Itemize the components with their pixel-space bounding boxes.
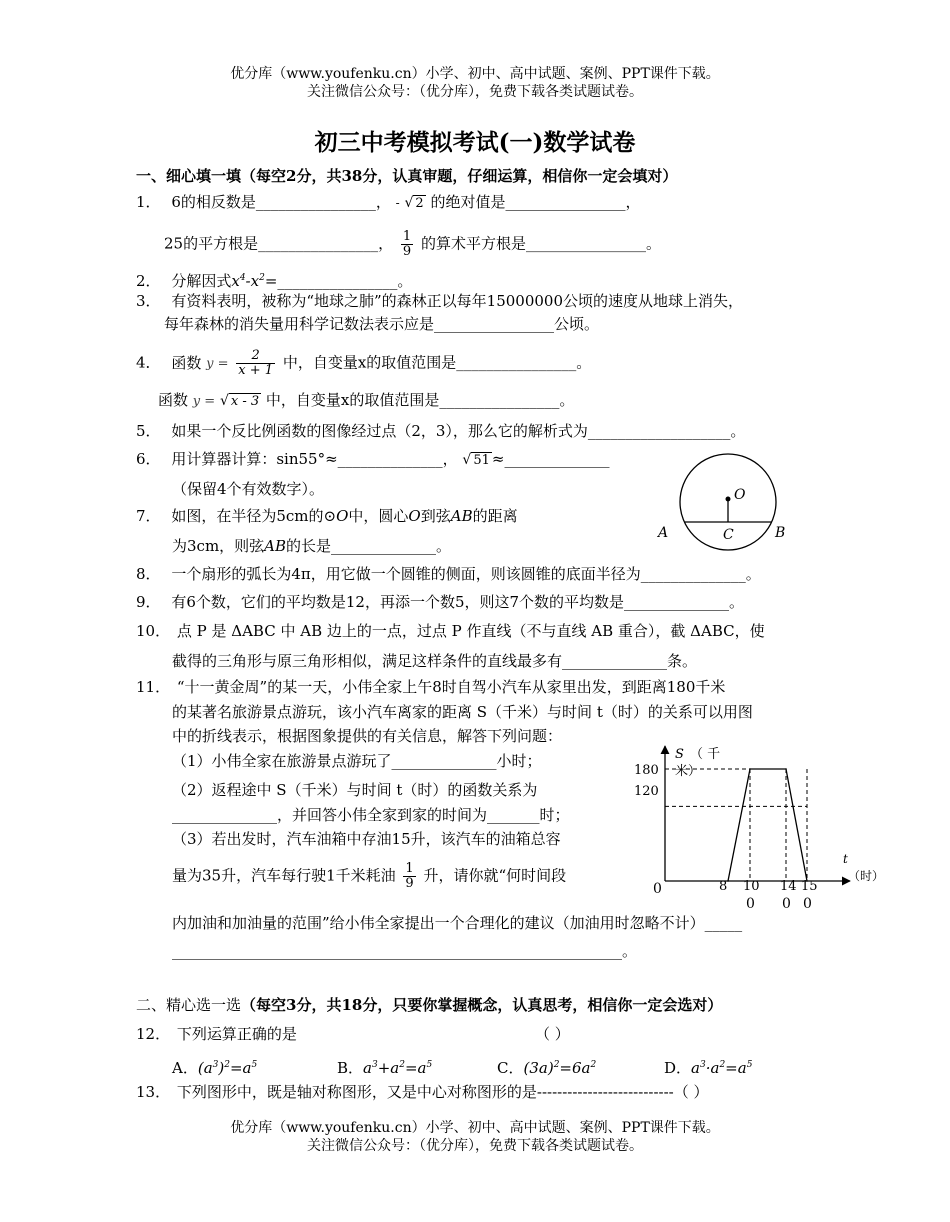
sqrt-symbol: √	[219, 393, 229, 409]
q4-b-radicand: x - 3	[230, 394, 260, 409]
q9-text: 有6个数，它们的平均数是12，再添一个数5，则这7个数的平均数是______________。	[171, 593, 745, 611]
q11-part3b	[172, 862, 566, 891]
q10-number: 10．	[136, 622, 171, 640]
q11-number: 11．	[136, 678, 171, 696]
section2-heading-b: （每空3分，共18分，只要你掌握概念，认真思考，相信你一定会选对）	[241, 996, 723, 1014]
q1-part-c: 25的平方根是________________，	[164, 234, 394, 253]
q7-t1: 如图，在半径为5cm的⊙	[171, 507, 337, 525]
sqrt-symbol: √	[462, 452, 472, 468]
q3-number: 3．	[136, 292, 161, 310]
q10-line1	[136, 621, 765, 641]
q12	[136, 1024, 297, 1044]
q12-number: 12．	[136, 1025, 171, 1043]
q8	[136, 564, 761, 584]
q11-fraction	[403, 862, 415, 891]
q1-line2	[164, 230, 661, 259]
q1-neg-sign: -	[395, 196, 400, 210]
q7-o1: O	[336, 507, 349, 525]
option-c-expr: $(3a)^2=6a^2$	[523, 1059, 597, 1077]
q3-text-1: 有资料表明，被称为“地球之肺”的森林正以每年15000000公顷的速度从地球上消失，	[171, 292, 744, 310]
q7-t3: 到弦	[420, 507, 451, 525]
header-line-2: 关注微信公众号：（优分库），免费下载各类试题试卷。	[307, 84, 643, 100]
x-tick-14b: 0	[782, 896, 791, 912]
x-tick-15b: 0	[803, 896, 812, 912]
q6-text-b: ≈______________	[491, 450, 610, 468]
center-point	[726, 497, 731, 502]
option-d-expr: $a^3\cdot a^2=a^5$	[691, 1059, 753, 1077]
q11-frac-num: 1	[405, 861, 414, 876]
q10-text-1: 点 P 是 ΔABC 中 AB 边上的一点，过点 P 作直线（不与直线 AB 重合），截 ΔABC，使	[176, 622, 765, 640]
q2-pre: 分解因式	[171, 272, 232, 290]
q11-part3c: 内加油和加油量的范围”给小伟全家提出一个合理化的建议（加油用时忽略不计）_____	[172, 914, 743, 932]
t-unit: （时）	[848, 869, 885, 883]
q2-number: 2．	[136, 272, 161, 290]
q9	[136, 592, 744, 612]
q4-b-post: 中，自变量x的取值范围是________________。	[265, 391, 575, 409]
s-label: S	[675, 747, 684, 762]
option-a-expr: $(a^3)^2=a^5$	[197, 1059, 258, 1077]
q4-b-lhs: y =	[192, 394, 216, 409]
q7-t5: 为3cm，则弦	[172, 537, 265, 555]
q7-ab1: AB	[450, 507, 473, 525]
q11-part3d: ____________________________________________________________。	[172, 942, 638, 960]
header-line-1: 优分库（www.youfenku.cn）小学、初中、高中试题、案例、PPT课件下载。	[230, 66, 720, 82]
q7-t2: 中，圆心	[348, 507, 409, 525]
x-tick-15a: 15	[801, 879, 818, 894]
q5-number: 5．	[136, 422, 161, 440]
q1-part-a: 6的相反数是________________，	[171, 193, 391, 211]
q13-text: 下列图形中，既是轴对称图形，又是中心对称图形的是---------------------------（ ）	[176, 1083, 709, 1101]
label-c: C	[723, 527, 734, 543]
s-unit-a: （ 千	[690, 747, 721, 762]
q12-option-c	[497, 1055, 596, 1078]
label-o: O	[734, 487, 746, 503]
q4-line2	[158, 390, 574, 412]
q1-radicand: 2	[415, 196, 424, 211]
q11-line3: 中的折线表示，根据图象提供的有关信息，解答下列问题：	[172, 727, 563, 745]
footer-line-2: 关注微信公众号：（优分库），免费下载各类试题试卷。	[307, 1138, 643, 1154]
label-b: B	[775, 525, 786, 541]
q4-a-fraction	[236, 349, 275, 378]
q6-line1	[136, 449, 609, 471]
q2-expression: $x^4-x^2$	[231, 272, 265, 290]
q12-option-d	[664, 1055, 752, 1078]
series-line	[728, 769, 807, 881]
q6-text-a: 用计算器计算：sin55°≈______________，	[171, 450, 458, 468]
option-c-label: C．	[497, 1059, 524, 1077]
q12-text: 下列运算正确的是	[176, 1025, 297, 1043]
q4-a-num: 2	[236, 349, 275, 364]
q12-option-b	[337, 1055, 432, 1078]
q13-number: 13．	[136, 1083, 171, 1101]
q4-line1	[136, 349, 591, 378]
footer-line-1: 优分库（www.youfenku.cn）小学、初中、高中试题、案例、PPT课件下载。	[230, 1120, 720, 1136]
label-a: A	[658, 525, 669, 541]
s-unit-b: 米）	[675, 764, 702, 779]
q11-text-1: “十一黄金周”的某一天，小伟全家上午8时自驾小汽车从家里出发，到距离180千米	[176, 678, 726, 696]
x-tick-8: 8	[719, 879, 728, 894]
y-tick-180: 180	[634, 763, 659, 778]
q8-number: 8．	[136, 565, 161, 583]
x-tick-10a: 10	[743, 879, 760, 894]
q11-part2b: ______________，并回答小伟全家到家的时间为_______时；	[172, 806, 570, 824]
q3-line2: 每年森林的消失量用科学记数法表示应是________________公顷。	[164, 315, 600, 333]
q12-answer-paren: （ ）	[535, 1025, 570, 1043]
option-a-label: A．	[172, 1059, 198, 1077]
data-point-t14	[785, 768, 787, 770]
q4-b-pre: 函数	[158, 391, 189, 409]
q9-number: 9．	[136, 593, 161, 611]
q11-p3b-pre: 量为35升，汽车每行驶1千米耗油	[172, 866, 396, 885]
q4-a-pre: 函数	[171, 353, 202, 372]
q11-part2a: （2）返程途中 S（千米）与时间 t（时）的函数关系为	[172, 781, 538, 799]
section1-heading: 一、细心填一填（每空2分，共38分，认真审题，仔细运算，相信你一定会填对）	[136, 167, 678, 185]
q11-line1	[136, 677, 725, 697]
q6-radicand: 51	[473, 453, 490, 468]
option-b-label: B．	[337, 1059, 364, 1077]
q7-t4: 的距离	[472, 507, 518, 525]
q11-part1: （1）小伟全家在旅游景点游玩了______________小时；	[172, 752, 542, 770]
q1-line1	[136, 192, 641, 214]
q1-frac-den: 9	[402, 244, 412, 259]
q4-a-lhs: y =	[206, 356, 229, 372]
data-point-t8	[727, 880, 729, 882]
section2-heading	[136, 995, 722, 1015]
q1-number: 1．	[136, 193, 161, 211]
circle-figure	[650, 452, 800, 552]
q3-line1	[136, 291, 743, 311]
q1-part-b: 的绝对值是________________，	[430, 193, 641, 211]
q1-frac-num: 1	[402, 229, 412, 244]
q7-ab2: AB	[264, 537, 287, 555]
q5-text: 如果一个反比例函数的图像经过点（2，3），那么它的解析式为___________________。	[171, 422, 746, 440]
q7-o2: O	[408, 507, 421, 525]
distance-time-graph	[620, 738, 890, 918]
x-tick-14a: 14	[780, 879, 797, 894]
q10-line2: 截得的三角形与原三角形相似，满足这样条件的直线最多有______________条。	[172, 652, 698, 670]
x-tick-10b: 0	[746, 896, 755, 912]
q11-part3a: （3）若出发时，汽车油箱中存油15升，该汽车的油箱总容	[172, 830, 561, 848]
q7-line2	[172, 536, 451, 556]
q5	[136, 421, 745, 441]
y-tick-120: 120	[634, 784, 659, 799]
q11-frac-den: 9	[405, 876, 414, 891]
q4-a-den: x + 1	[238, 363, 274, 378]
q6-number: 6．	[136, 450, 161, 468]
q11-p3b-post: 升，请你就“何时间段	[423, 866, 567, 885]
q12-option-a	[172, 1055, 257, 1078]
page-title: 初三中考模拟考试(一)数学试卷	[314, 129, 636, 156]
q2-post: =________________。	[264, 272, 413, 290]
q11-line2: 的某著名旅游景点游玩，该小汽车离家的距离 S（千米）与时间 t（时）的关系可以用图	[172, 703, 753, 721]
option-b-expr: $a^3+a^2=a^5$	[363, 1059, 433, 1077]
section2-heading-a: 二、精心选一选	[136, 996, 242, 1014]
data-point-t10	[749, 768, 751, 770]
origin-label: 0	[653, 881, 662, 897]
t-label: t	[843, 852, 848, 866]
q2	[136, 268, 412, 291]
option-d-label: D．	[664, 1059, 692, 1077]
q7-t6: 的长是______________。	[286, 537, 452, 555]
reference-lines	[665, 769, 807, 881]
q7-number: 7．	[136, 507, 161, 525]
q4-number: 4．	[136, 353, 161, 372]
q8-text: 一个扇形的弧长为4π，用它做一个圆锥的侧面，则该圆锥的底面半径为______________。	[171, 565, 761, 583]
q1-part-d: 的算术平方根是________________。	[420, 234, 661, 253]
sqrt-symbol: √	[404, 195, 414, 211]
q4-a-post: 中，自变量x的取值范围是________________。	[282, 353, 592, 372]
q13	[136, 1082, 709, 1102]
q1-fraction	[401, 230, 413, 259]
q7-line1	[136, 506, 518, 526]
q6-note: （保留4个有效数字）。	[172, 480, 325, 498]
